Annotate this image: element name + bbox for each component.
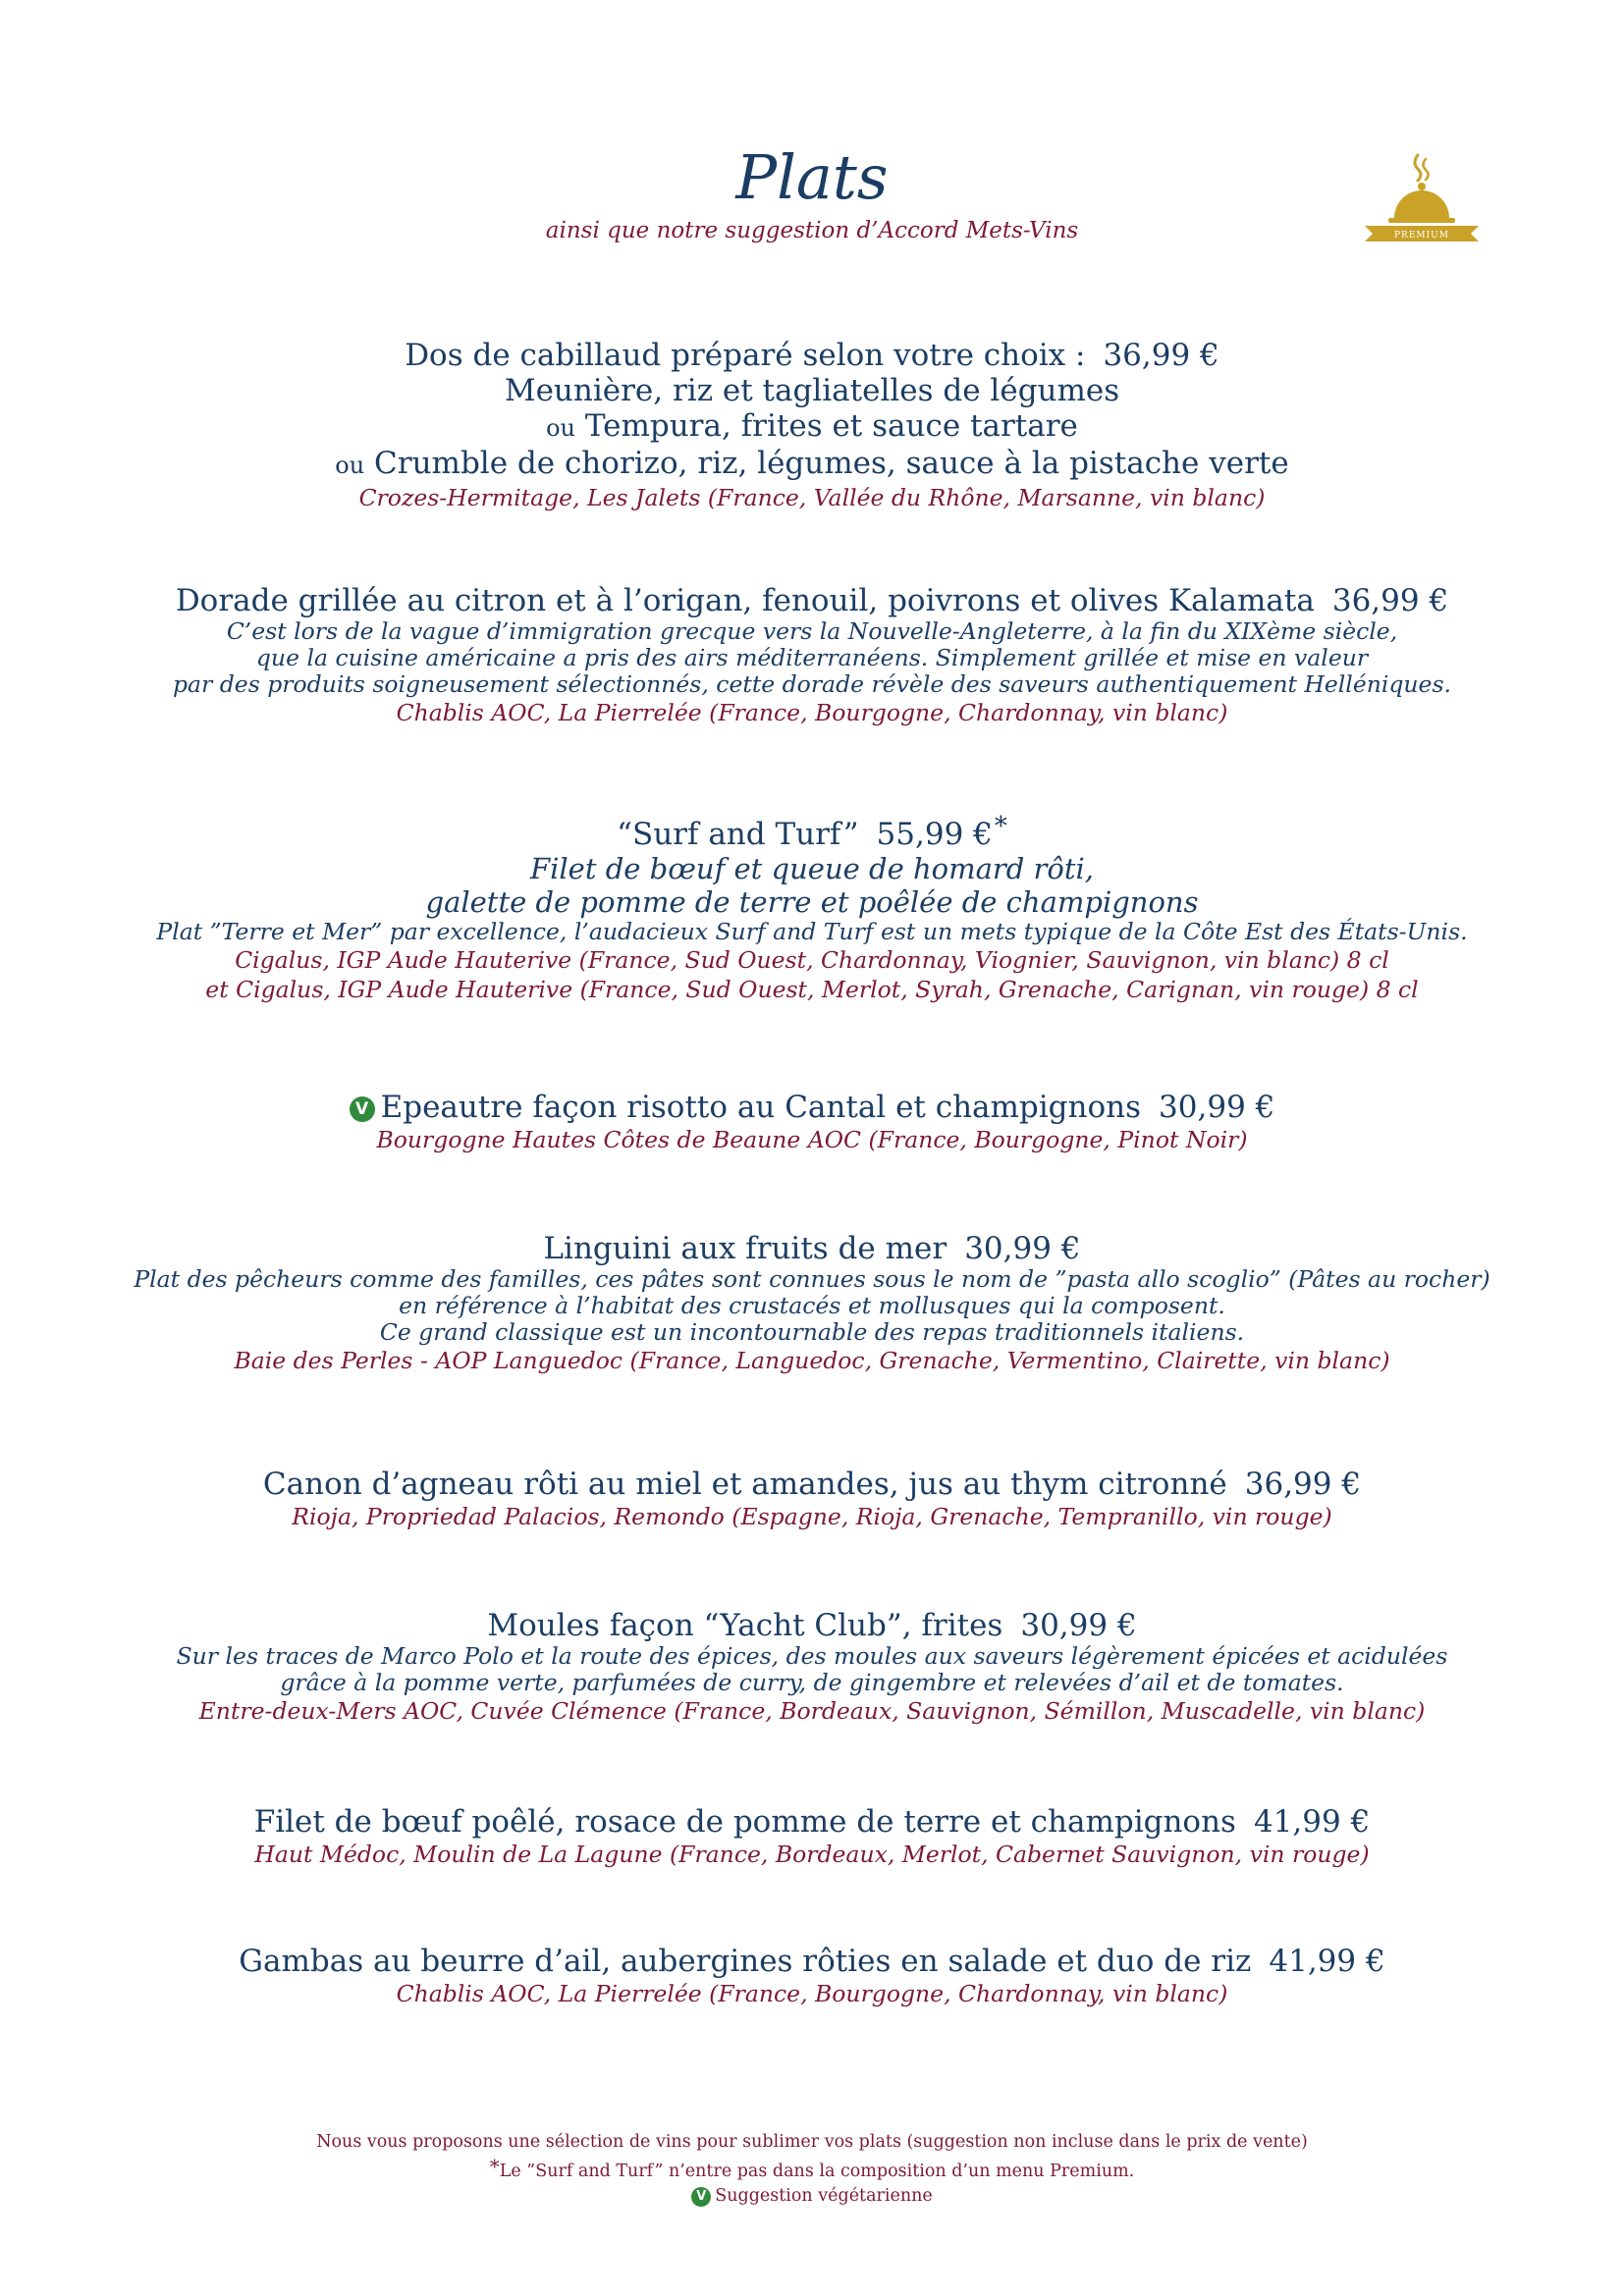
dish-name: Canon d’agneau rôti au miel et amandes, jus au thym citronné xyxy=(262,1467,1227,1502)
dish-description: Plat des pêcheurs comme des familles, ces pâtes sont connues sous le nom de ”pasta allo scoglio” (Pâtes au rocher) xyxy=(134,1265,1490,1293)
dish-name: Dos de cabillaud préparé selon votre choix : xyxy=(405,338,1086,373)
dish-canon-agneau xyxy=(0,1467,1624,1531)
dish-subtitle: galette de pomme de terre et poêlée de champignons xyxy=(425,885,1199,919)
dish-price: 30,99 € xyxy=(1159,1090,1275,1125)
page-title: Plats xyxy=(735,141,889,213)
dish-name: “Surf and Turf” xyxy=(617,817,859,852)
footer-surf-turf-note: Le ”Surf and Turf” n’entre pas dans la composition d’un menu Premium. xyxy=(499,2162,1135,2181)
dish-name: Linguini aux fruits de mer xyxy=(543,1231,947,1266)
footer-veg-note: Suggestion végétarienne xyxy=(715,2186,933,2206)
dish-cabillaud xyxy=(0,338,1624,512)
wine-pairing: Bourgogne Hautes Côtes de Beaune AOC (France, Bourgogne, Pinot Noir) xyxy=(376,1126,1248,1153)
dish-description: C’est lors de la vague d’immigration grecque vers la Nouvelle-Angleterre, à la fin du XIXème siècle, xyxy=(226,617,1398,645)
dish-description: que la cuisine américaine a pris des airs méditerranéens. Simplement grillée et mise en valeur xyxy=(255,644,1369,671)
dish-epeautre xyxy=(0,1090,1624,1154)
wine-pairing: Entre-deux-Mers AOC, Cuvée Clémence (France, Bordeaux, Sauvignon, Sémillon, Muscadelle, vin blanc) xyxy=(198,1697,1426,1725)
dish-linguini xyxy=(0,1231,1624,1375)
dish-filet-boeuf xyxy=(0,1804,1624,1869)
dish-moules xyxy=(0,1608,1624,1726)
dish-dorade xyxy=(0,583,1624,727)
dish-description: Plat ”Terre et Mer” par excellence, l’audacieux Surf and Turf est un mets typique de la Côte Est des États-Unis. xyxy=(156,918,1468,945)
dish-price: 36,99 € xyxy=(1331,583,1449,618)
asterisk-mark: * xyxy=(489,2155,500,2178)
dish-subtitle: Filet de bœuf et queue de homard rôti, xyxy=(530,852,1094,885)
wine-pairing: Chablis AOC, La Pierrelée (France, Bourgogne, Chardonnay, vin blanc) xyxy=(396,699,1228,726)
dish-name: Filet de bœuf poêlé, rosace de pomme de terre et champignons xyxy=(253,1804,1236,1840)
badge-label: PREMIUM xyxy=(1394,231,1449,240)
dish-price: 30,99 € xyxy=(1020,1608,1137,1643)
dish-name: Dorade grillée au citron et à l’origan, fenouil, poivrons et olives Kalamata xyxy=(175,583,1315,618)
dish-price: 36,99 € xyxy=(1244,1467,1362,1502)
dish-option: Meunière, riz et tagliatelles de légumes xyxy=(504,373,1120,408)
wine-pairing: Rioja, Propriedad Palacios, Remondo (Espagne, Rioja, Grenache, Tempranillo, vin rouge) xyxy=(292,1503,1332,1530)
wine-pairing: Baie des Perles - AOP Languedoc (France, Languedoc, Grenache, Vermentino, Clairette, vin blanc) xyxy=(234,1347,1390,1374)
dish-option: Tempura, frites et sauce tartare xyxy=(584,408,1078,444)
footer-wine-note: Nous vous proposons une sélection de vins pour sublimer vos plats (suggestion non incluse dans le prix de vente) xyxy=(316,2132,1308,2152)
dish-surf-and-turf xyxy=(0,809,1624,1004)
or-word: ou xyxy=(546,414,575,442)
vegetarian-icon: V xyxy=(350,1096,375,1122)
wine-pairing: Crozes-Hermitage, Les Jalets (France, Vallée du Rhône, Marsanne, vin blanc) xyxy=(358,484,1266,511)
cloche-icon xyxy=(1388,155,1455,223)
premium-badge xyxy=(1361,147,1483,245)
dish-description: grâce à la pomme verte, parfumées de curry, de gingembre et relevées d’ail et de tomates. xyxy=(280,1669,1344,1696)
or-word: ou xyxy=(335,452,365,479)
dish-price: 55,99 € xyxy=(876,817,993,852)
vegetarian-icon: V xyxy=(691,2187,711,2207)
dish-gambas xyxy=(0,1944,1624,2008)
dish-description: Sur les traces de Marco Polo et la route des épices, des moules aux saveurs légèrement épicées et acidulées xyxy=(176,1642,1448,1670)
dish-price: 30,99 € xyxy=(964,1231,1081,1266)
dish-description: Ce grand classique est un incontournable des repas traditionnels italiens. xyxy=(379,1318,1245,1346)
dish-description: par des produits soigneusement sélectionnés, cette dorade révèle des saveurs authentiquement Helléniques. xyxy=(172,670,1451,698)
dish-description: en référence à l’habitat des crustacés et mollusques qui la composent. xyxy=(399,1292,1225,1319)
dish-name: Moules façon “Yacht Club”, frites xyxy=(487,1608,1003,1643)
wine-pairing: Chablis AOC, La Pierrelée (France, Bourgogne, Chardonnay, vin blanc) xyxy=(396,1980,1228,2007)
wine-pairing: Haut Médoc, Moulin de La Lagune (France, Bordeaux, Merlot, Cabernet Sauvignon, vin rouge) xyxy=(254,1841,1370,1868)
dish-option: Crumble de chorizo, riz, légumes, sauce à la pistache verte xyxy=(374,446,1289,481)
wine-pairing: et Cigalus, IGP Aude Hauterive (France, Sud Ouest, Merlot, Syrah, Grenache, Carignan, vin rouge) 8 cl xyxy=(205,976,1419,1003)
dish-price: 41,99 € xyxy=(1269,1944,1385,1979)
dish-name: Gambas au beurre d’ail, aubergines rôties en salade et duo de riz xyxy=(239,1944,1252,1979)
asterisk-mark: * xyxy=(994,812,1007,841)
dish-name: Epeautre façon risotto au Cantal et champignons xyxy=(380,1090,1142,1125)
dish-price: 36,99 € xyxy=(1103,338,1219,373)
page-subtitle: ainsi que notre suggestion d’Accord Mets-Vins xyxy=(545,218,1079,243)
wine-pairing: Cigalus, IGP Aude Hauterive (France, Sud Ouest, Chardonnay, Viognier, Sauvignon, vin blanc) 8 cl xyxy=(235,946,1389,974)
dish-price: 41,99 € xyxy=(1253,1804,1371,1840)
footer-notes xyxy=(0,2130,1624,2209)
